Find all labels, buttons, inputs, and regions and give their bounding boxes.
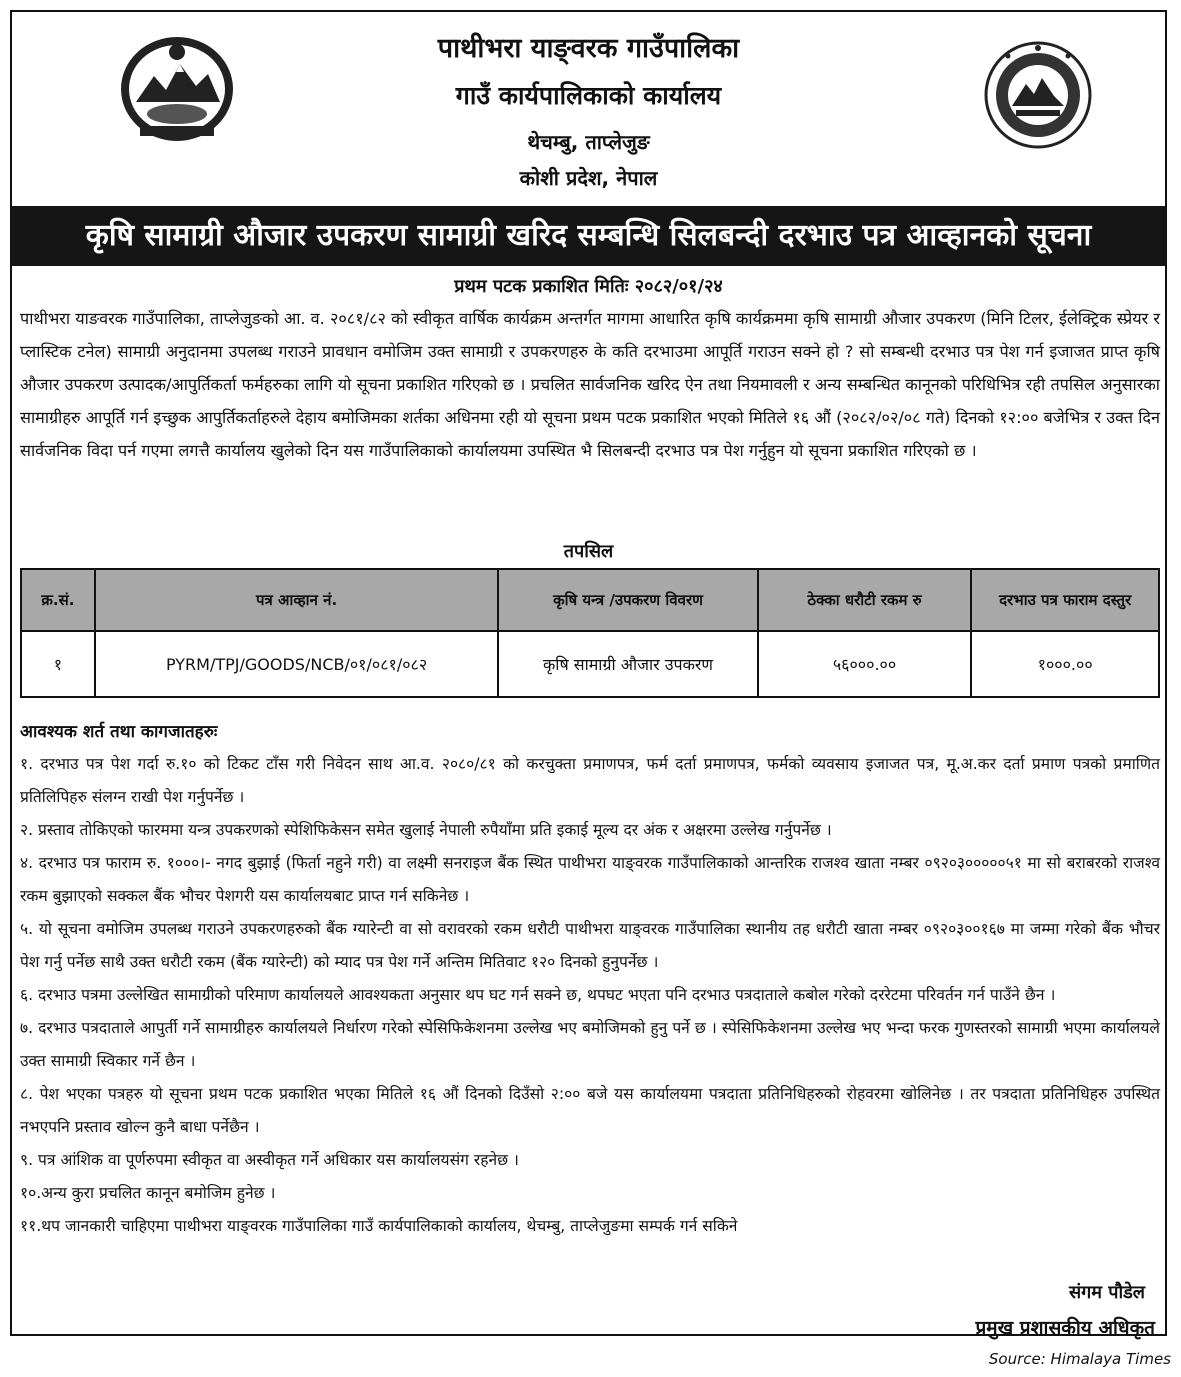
col-form-fee: दरभाउ पत्र फाराम दस्तुर [971, 569, 1159, 631]
notice-header [12, 12, 1165, 204]
condition-item: ५. यो सूचना वमोजिम उपलब्ध गराउने उपकरणहरुको बैंक ग्यारेन्टी वा सो वरावरको रकम धरौटी पाथीभरा याङ्वरक गाउँपालिका स्थानीय तह धरौटी खाता नम्बर ०९२०३००१६७ मा जम्मा गरेको बैंक भौचर पेश गर्नु पर्नेछ साथै उक्त धरौटी रकम (बैंक ग्यारेन्टी) को म्याद पत्र पेश गर्ने अन्तिम मितिवाट १२० दिनको हुनुपर्नेछ । [20, 920, 1160, 971]
province-country: कोशी प्रदेश, नेपाल [519, 166, 658, 190]
col-serial: क्र.सं. [21, 569, 95, 631]
cell-description: कृषि सामाग्री औजार उपकरण [498, 631, 757, 697]
condition-item: ६. दरभाउ पत्रमा उल्लेखित सामाग्रीको परिमाण कार्यालयले आवश्यकता अनुसार थप घट गर्न सक्ने छ, थपघट भएता पनि दरभाउ पत्रदाताले कबोल गरेको दररेटमा परिवर्तन गर्न पाउँने छैन । [20, 986, 1056, 1004]
condition-item: ७. दरभाउ पत्रदाताले आपुर्ती गर्ने सामाग्रीहरु कार्यालयले निर्धारण गरेको स्पेसिफिकेशनमा उल्लेख भए बमोजिमको हुनु पर्ने छ । स्पेसिफिकेशनमा उल्लेख भए भन्दा फरक गुणस्तरको सामाग्री भएमा कार्यालयले उक्त सामाग्री स्विकार गर्ने छैन । [20, 1019, 1160, 1070]
cell-form-fee: १०००.०० [971, 631, 1159, 697]
condition-item: १. दरभाउ पत्र पेश गर्दा रु.१० को टिकट टाँस गरी निवेदन साथ आ.व. २०८०/८१ को करचुक्ता प्रमाणपत्र, फर्म दर्ता प्रमाणपत्र, फर्मको व्यवसाय इजाजत पत्र, मू.अ.कर दर्ता प्रमाण पत्रको प्रमाणित प्रतिलिपिहरु संलग्न राखी पेश गर्नुपर्नेछ । [20, 755, 1160, 806]
notice-title-banner: कृषि सामाग्री औजार उपकरण सामाग्री खरिद सम्बन्धि सिलबन्दी दरभाउ पत्र आव्हानको सूचना [11, 206, 1166, 266]
schedule-table [20, 568, 1160, 698]
cell-serial: १ [21, 631, 95, 697]
col-equipment-description: कृषि यन्त्र /उपकरण विवरण [498, 569, 757, 631]
conditions-heading: आवश्यक शर्त तथा कागजातहरुः [20, 722, 218, 742]
conditions-list [20, 748, 1160, 1243]
col-invitation-no: पत्र आव्हान नं. [95, 569, 498, 631]
condition-item: २. प्रस्ताव तोकिएको फारममा यन्त्र उपकरणको स्पेशिफिकेसन समेत खुलाई नेपाली रुपैयाँमा प्रति इकाई मूल्य दर अंक र अक्षरमा उल्लेख गर्नुपर्नेछ । [20, 821, 832, 839]
signatory-title: प्रमुख प्रशासकीय अधिकृत [975, 1317, 1155, 1339]
condition-item: ११.थप जानकारी चाहिएमा पाथीभरा याङ्वरक गाउँपालिका गाउँ कार्यपालिकाको कार्यालय, थेचम्बु, ताप्लेजुङमा सम्पर्क गर्न सकिने [20, 1217, 738, 1235]
condition-item: ८. पेश भएका पत्रहरु यो सूचना प्रथम पटक प्रकाशित भएका मितिले १६ औं दिनको दिउँसो २:०० बजे यस कार्यालयमा पत्रदाता प्रतिनिधिहरुको रोहवरमा खोलिनेछ । तर पत्रदाता प्रतिनिधिहरु उपस्थित नभएपनि प्रस्ताव खोल्न कुनै बाधा पर्नेछैन । [20, 1085, 1160, 1136]
table-header-row [21, 569, 1159, 631]
col-bid-security: ठेक्का धरौटी रकम रु [758, 569, 972, 631]
cell-bid-security: ५६०००.०० [758, 631, 972, 697]
source-credit: Source: Himalaya Times [988, 1350, 1171, 1368]
notice-document [10, 10, 1167, 1339]
office-address: थेचम्बु, ताप्लेजुङ [527, 130, 650, 154]
office-name: गाउँ कार्यपालिकाको कार्यालय [455, 81, 722, 110]
municipality-name: पाथीभरा याङ्वरक गाउँपालिका [437, 33, 740, 64]
schedule-heading: तपसिल [563, 541, 614, 562]
publication-date: प्रथम पटक प्रकाशित मितिः २०८२/०१/२४ [454, 276, 723, 297]
signatory-name: संगम पौडेल [1068, 1282, 1145, 1303]
municipality-logo-icon [978, 40, 1098, 150]
condition-item: १०.अन्य कुरा प्रचलित कानून बमोजिम हुनेछ । [20, 1184, 276, 1202]
intro-paragraph: पाथीभरा याङवरक गाउँपालिका, ताप्लेजुङको आ. व. २०८१/८२ को स्वीकृत वार्षिक कार्यक्रम अन्तर्गत मागमा आधारित कृषि कार्यक्रममा कृषि सामाग्री औजार उपकरण (मिनि टिलर, ईलेक्ट्रिक स्प्रेयर र प्लास्टिक टनेल) सामाग्री अनुदानमा उपलब्ध गराउने प्रावधान वमोजिम उक्त सामाग्री र उपकरणहरु के कति दरभाउमा आपूर्ति गराउन सक्ने हो ? सो सम्बन्धी दरभाउ पत्र पेश गर्न इजाजत प्राप्त कृषि औजार उपकरण उत्पादक/आपुर्तिकर्ता फर्महरुका लागि यो सूचना प्रकाशित गरिएको छ । प्रचलित सार्वजनिक खरिद ऐन तथा नियमावली र अन्य सम्बन्धित कानूनको परिधिभित्र रही तपसिल अनुसारका सामाग्रीहरु आपूर्ति गर्न इच्छुक आपुर्तिकर्ताहरुले देहाय बमोजिमका शर्तका अधिनमा रही यो सूचना प्रथम पटक प्रकाशित भएको मितिले १६ औं (२०८२/०२/०८ गते) दिनको १२:०० बजेभित्र र उक्त दिन सार्वजनिक विदा पर्न गएमा लगत्तै कार्यालय खुलेको दिन यस गाउँपालिकाको कार्यालयमा उपस्थित भै सिलबन्दी दरभाउ पत्र पेश गर्नुहुन यो सूचना प्रकाशित गरिएको छ । [20, 309, 1160, 460]
cell-invitation-no: PYRM/TPJ/GOODS/NCB/०१/०८१/०८२ [95, 631, 498, 697]
table-row [21, 631, 1159, 697]
condition-item: ४. दरभाउ पत्र फाराम रु. १०००।- नगद बुझाई (फिर्ता नहुने गरी) वा लक्ष्मी सनराइज बैंक स्थित पाथीभरा याङ्वरक गाउँपालिकाको आन्तरिक राजश्व खाता नम्बर ०९२०३०००००५१ मा सो बराबरको राजश्व रकम बुझाएको सक्कल बैंक भौचर पेशगरी यस कार्यालयबाट प्राप्त गर्न सकिनेछ । [20, 854, 1160, 905]
condition-item: ९. पत्र आंशिक वा पूर्णरुपमा स्वीकृत वा अस्वीकृत गर्ने अधिकार यस कार्यालयसंग रहनेछ । [20, 1151, 519, 1169]
